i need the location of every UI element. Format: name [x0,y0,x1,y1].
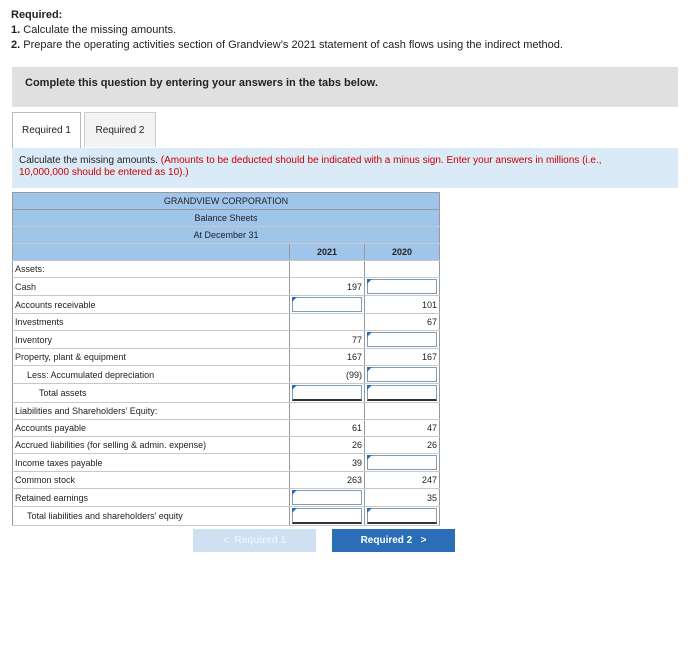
answer-input[interactable] [292,385,362,401]
input-cell [365,366,440,384]
value-cell [365,403,440,420]
row-label: Accounts receivable [13,296,290,314]
table-row [13,489,440,507]
table-row [13,437,440,454]
answer-input[interactable] [367,385,437,401]
item1-num: 1. [11,24,21,36]
value-cell: 167 [290,349,365,366]
value-cell: 47 [365,420,440,437]
value-cell: (99) [290,366,365,384]
prev-button[interactable] [193,529,316,552]
value-cell: 39 [290,454,365,472]
value-cell: 26 [365,437,440,454]
col-2021: 2021 [290,244,365,261]
balance-sheet-table [12,192,440,526]
input-cell [365,507,440,526]
row-label: Property, plant & equipment [13,349,290,366]
tab-label: Required 2 [95,124,145,136]
table-row [13,403,440,420]
instructions-box [12,148,678,188]
value-cell [365,261,440,278]
value-cell: 77 [290,331,365,349]
value-cell: 247 [365,472,440,489]
tab-required-2[interactable] [84,112,156,147]
input-cell [290,296,365,314]
next-label: Required 2 [360,535,413,546]
value-cell: 263 [290,472,365,489]
row-label: Retained earnings [13,489,290,507]
requirements [11,8,563,53]
prev-label: Required 1 [234,535,287,546]
answer-input[interactable] [367,455,437,470]
table-row [13,507,440,526]
table-row [13,278,440,296]
table-row [13,296,440,314]
table-row [13,472,440,489]
row-label: Less: Accumulated depreciation [13,366,290,384]
row-label: Total liabilities and shareholders’ equity [13,507,290,526]
table-row [13,261,440,278]
table-row [13,349,440,366]
value-cell: 26 [290,437,365,454]
table-row [13,384,440,403]
item2-num: 2. [11,39,21,51]
answer-input[interactable] [367,508,437,524]
row-label: Liabilities and Shareholders’ Equity: [13,403,290,420]
table-row [13,454,440,472]
instructions-main: Calculate the missing amounts. [19,155,158,166]
table-row [13,366,440,384]
input-cell [365,384,440,403]
row-label: Accounts payable [13,420,290,437]
row-label: Common stock [13,472,290,489]
statement-name: Balance Sheets [13,210,440,227]
table-row [13,314,440,331]
col-2020: 2020 [365,244,440,261]
required-title: Required: [11,9,63,21]
row-label: Cash [13,278,290,296]
input-cell [290,489,365,507]
chevron-right-icon: > [420,535,427,546]
value-cell: 61 [290,420,365,437]
value-cell: 101 [365,296,440,314]
table-row [13,331,440,349]
header-blank [13,244,290,261]
table-row [13,420,440,437]
row-label: Inventory [13,331,290,349]
input-cell [290,384,365,403]
chevron-left-icon: < [222,535,229,546]
value-cell: 35 [365,489,440,507]
value-cell [290,314,365,331]
instruction-banner [12,67,678,107]
answer-input[interactable] [367,279,437,294]
answer-input[interactable] [292,297,362,312]
row-label: Investments [13,314,290,331]
banner-text: Complete this question by entering your answers in the tabs below. [25,77,378,89]
value-cell [290,261,365,278]
input-cell [365,331,440,349]
answer-input[interactable] [292,490,362,505]
answer-input[interactable] [367,367,437,382]
row-label: Total assets [13,384,290,403]
company-name: GRANDVIEW CORPORATION [13,193,440,210]
instructions-note: (Amounts to be deducted should be indicated with a minus sign. Enter your answers in millions (i.e., 10,000,000 should be entered as 10).) [19,155,602,178]
value-cell: 67 [365,314,440,331]
next-button[interactable] [332,529,455,552]
row-label: Assets: [13,261,290,278]
tab-label: Required 1 [22,125,71,136]
statement-date: At December 31 [13,227,440,244]
answer-input[interactable] [367,332,437,347]
input-cell [365,454,440,472]
value-cell: 167 [365,349,440,366]
answer-input[interactable] [292,508,362,524]
item2-text: Prepare the operating activities section of Grandview’s 2021 statement of cash flows using the indirect method. [23,39,563,51]
input-cell [290,507,365,526]
value-cell [290,403,365,420]
row-label: Accrued liabilities (for selling & admin. expense) [13,437,290,454]
tab-required-1[interactable] [12,112,81,148]
row-label: Income taxes payable [13,454,290,472]
item1-text: Calculate the missing amounts. [23,24,177,36]
input-cell [365,278,440,296]
value-cell: 197 [290,278,365,296]
